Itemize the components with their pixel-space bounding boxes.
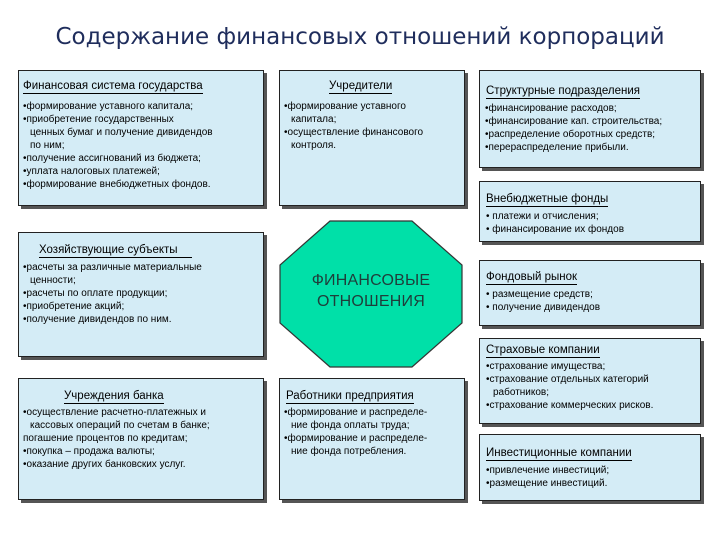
line: •уплата налоговых платежей; [23,166,160,177]
box-body [284,100,423,152]
line: • платежи и отчисления; [486,211,599,222]
box-body [486,464,609,490]
line: •перераспределение прибыли. [485,142,629,153]
box-header: Финансовая система государства [23,80,203,92]
line: •размещение инвестиций. [486,478,608,489]
line: •получение ассигнований из бюджета; [23,153,201,164]
box-founders [279,70,465,206]
box-body [23,261,202,326]
line: • размещение средств; [486,289,593,300]
box-body [485,102,662,154]
line: ценных бумаг и получение дивидендов [30,127,213,138]
box-header: Структурные подразделения [486,85,640,97]
page-title: Содержание финансовых отношений корпораций [55,24,665,50]
center-label [278,270,464,312]
line: контроля. [291,140,337,151]
line: погашение процентов по кредитам; [23,433,188,444]
line: работников; [493,387,550,398]
box-header: Страховые компании [486,344,600,356]
line: •распределение оборотных средств; [485,129,656,140]
box-bank-institutions [18,378,264,500]
box-body [486,210,624,236]
line: •осуществление расчетно-платежных и [23,407,206,418]
box-header: Фондовый рынок [486,271,578,283]
box-stock-market [479,260,701,326]
line: • финансирование их фондов [486,224,625,235]
box-body [23,100,213,191]
box-body [486,360,653,412]
box-header: Инвестиционные компании [486,447,632,459]
line: ценности; [30,275,76,286]
box-body [486,288,600,314]
line: капитала; [291,114,337,125]
box-structural-divisions [479,70,701,168]
line: кассовых операций по счетам в банке; [30,420,210,431]
line: •страхование коммерческих рисков. [486,400,654,411]
line: •расчеты за различные материальные [23,262,202,273]
center-label-line2: ОТНОШЕНИЯ [317,293,425,310]
line: •формирование уставного капитала; [23,101,194,112]
box-header: Учредители [329,80,393,92]
line: •финансирование расходов; [485,103,617,114]
line: •оказание других банковских услуг. [23,459,186,470]
box-body [284,406,427,458]
box-state-financial-system [18,70,264,206]
box-header: Работники предприятия [286,390,414,402]
box-header: Учреждения банка [64,390,164,402]
center-label-line1: ФИНАНСОВЫЕ [311,272,431,289]
line: •финансирование кап. строительства; [485,116,663,127]
box-body [23,406,210,471]
line: •привлечение инвестиций; [486,465,610,476]
line: ние фонда оплаты труда; [291,420,410,431]
line: •приобретение государственных [23,114,174,125]
box-investment-companies [479,434,701,501]
line: • получение дивидендов [486,302,601,313]
line: •формирование уставного [284,101,406,112]
box-header: Внебюджетные фонды [486,193,609,205]
line: •расчеты по оплате продукции; [23,288,168,299]
box-business-entities [18,232,264,357]
line: по ним; [30,140,65,151]
line: •формирование и распределе- [284,433,428,444]
line: •покупка – продажа валюты; [23,446,155,457]
line: •получение дивидендов по ним. [23,314,172,325]
line: •страхование имущества; [486,361,606,372]
box-off-budget-funds [479,181,701,242]
box-header: Хозяйствующие субъекты [39,243,192,258]
line: •страхование отдельных категорий [486,374,649,385]
line: •осуществление финансового [284,127,424,138]
line: •приобретение акций; [23,301,125,312]
box-insurance-companies [479,338,701,424]
line: •формирование и распределе- [284,407,428,418]
line: ние фонда потребления. [291,446,407,457]
line: •формирование внебюджетных фондов. [23,179,211,190]
box-enterprise-workers [279,378,465,500]
